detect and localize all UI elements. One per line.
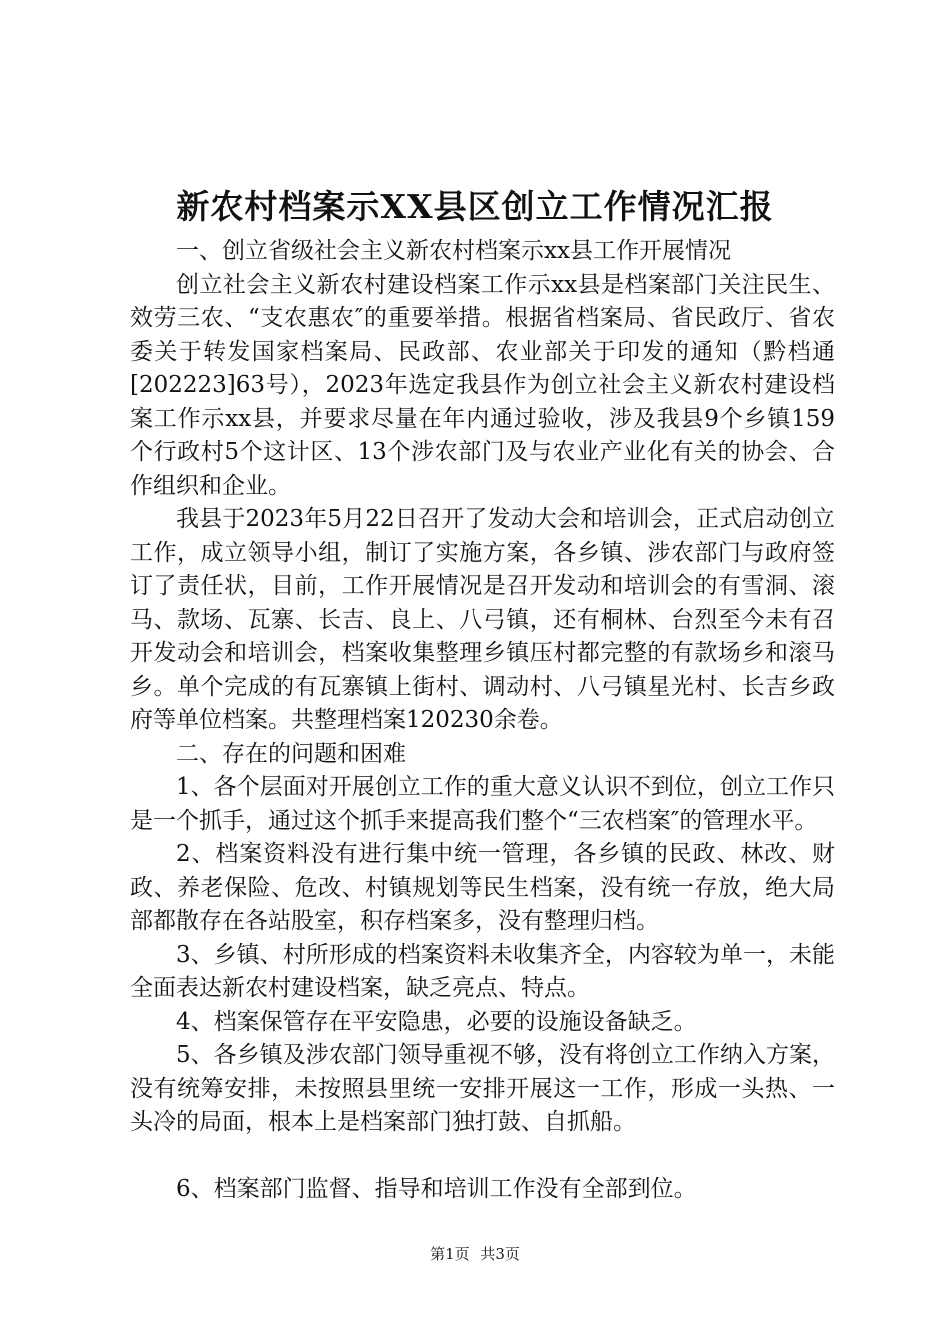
problem-item-5: 5、各乡镇及涉农部门领导重视不够，没有将创立工作纳入方案，没有统筹安排，未按照县里统一安排开展这一工作，形成一头热、一头冷的局面，根本上是档案部门独打鼓、自抓船。 [130,1042,835,1135]
document-title: 新农村档案示XX县区创立工作情况汇报 [176,187,774,226]
document-body [130,235,835,1206]
problem-item-2: 2、档案资料没有进行集中统一管理，各乡镇的民政、林改、财政、养老保险、危改、村镇规划等民生档案，没有统一存放，绝大局部都散存在各站股室，积存档案多，没有整理归档。 [130,841,835,934]
section-heading-1: 一、创立省级社会主义新农村档案示xx县工作开展情况 [176,238,731,264]
problem-item-3: 3、乡镇、村所形成的档案资料未收集齐全，内容较为单一，未能全面表达新农村建设档案，缺乏亮点、特点。 [130,941,835,1001]
page-number-current: 第1页 [430,1245,470,1263]
page-footer [0,1244,950,1264]
section-heading-2: 二、存在的问题和困难 [176,740,406,767]
problem-item-6: 6、档案部门监督、指导和培训工作没有全部到位。 [176,1175,697,1202]
problem-item-1: 1、各个层面对开展创立工作的重大意义认识不到位，创立工作只是一个抓手，通过这个抓手来提高我们整个“三农档案″的管理水平。 [130,774,835,834]
paragraph-background: 创立社会主义新农村建设档案工作示xx县是档案部门关注民生、效劳三农、“支农惠农″的重要举措。根据省档案局、省民政厅、省农委关于转发国家档案局、民政部、农业部关于印发的通知（黔档通[202223]63号），2023年选定我县作为创立社会主义新农村建设档案工作示xx县，并要求尽量在年内通过验收，涉及我县9个乡镇159个行政村5个这计区、13个涉农部门及与农业产业化有关的协会、合作组织和企业。 [130,271,835,499]
paragraph-progress: 我县于2023年5月22日召开了发动大会和培训会，正式启动创立工作，成立领导小组，制订了实施方案，各乡镇、涉农部门与政府签订了责任状，目前，工作开展情况是召开发动和培训会的有雪洞、滚马、款场、瓦寨、长吉、良上、八弓镇，还有桐林、台烈至今未有召开发动会和培训会，档案收集整理乡镇压村都完整的有款场乡和滚马乡。单个完成的有瓦寨镇上街村、调动村、八弓镇星光村、长吉乡政府等单位档案。共整理档案120230余卷。 [130,506,835,733]
page-number-total: 共3页 [480,1245,520,1263]
problem-item-4: 4、档案保管存在平安隐患，必要的设施设备缺乏。 [176,1008,697,1035]
